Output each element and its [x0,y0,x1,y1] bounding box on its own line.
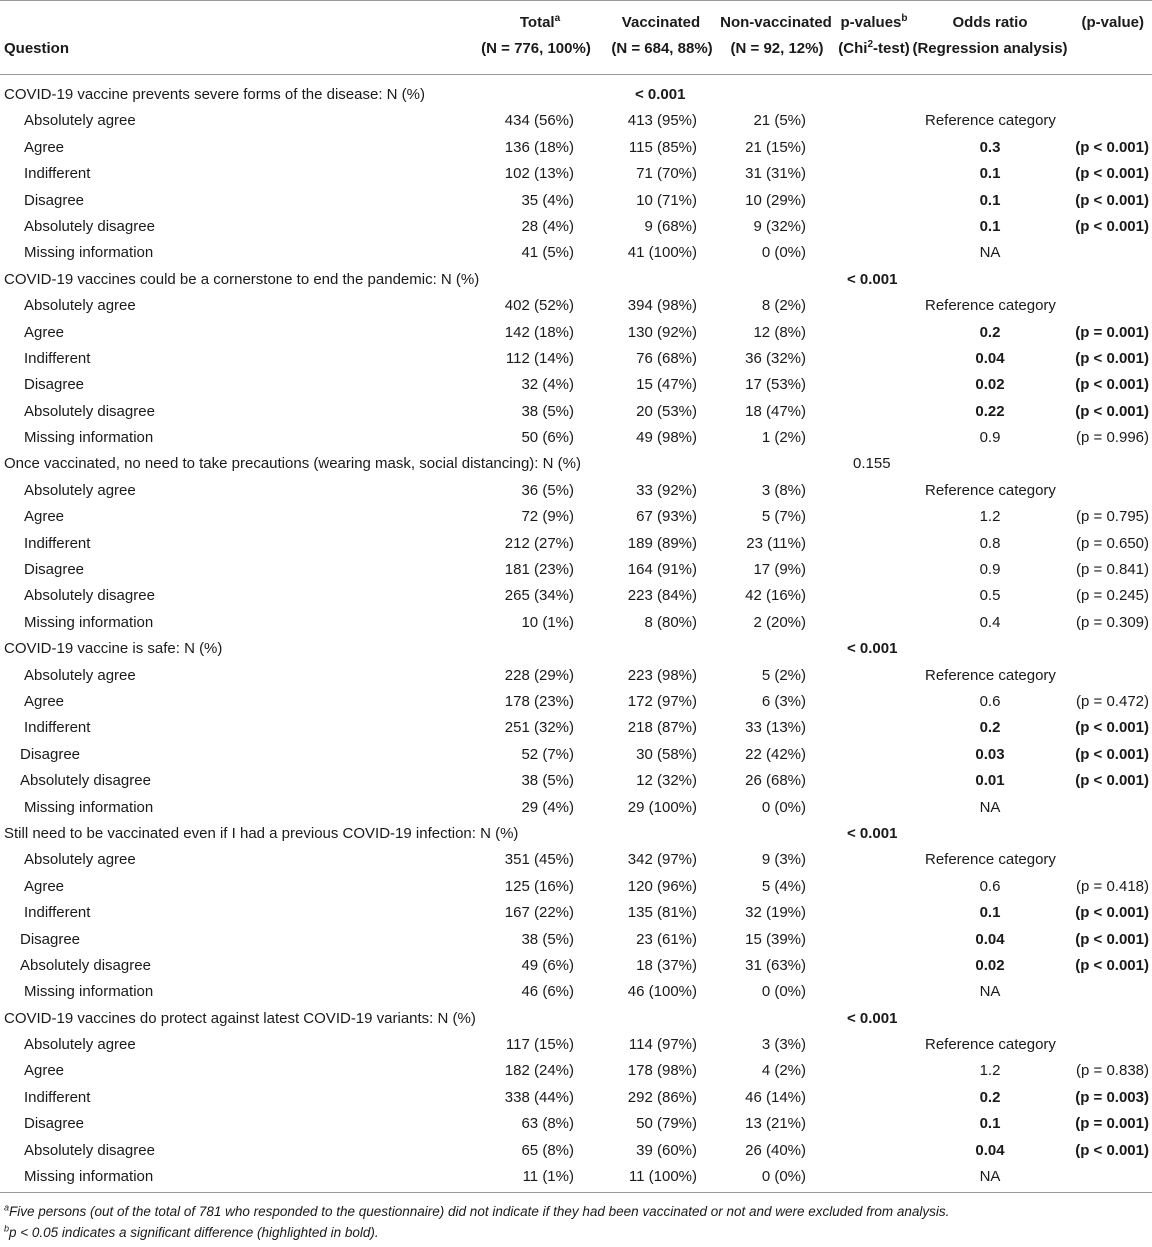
non-vaccinated-cell: 5 (4%) [761,877,806,895]
table-row [0,1111,1152,1137]
vaccinated-cell: 46 (100%) [627,983,697,1001]
total-cell: 72 (9%) [521,508,574,526]
non-vaccinated-cell: 36 (32%) [745,349,806,367]
total-cell: 63 (8%) [521,1115,574,1133]
pvalue-cell: (p < 0.001) [1075,904,1149,922]
row-label: Disagree [24,191,85,209]
non-vaccinated-cell: 9 (32%) [753,217,806,235]
total-cell: 38 (5%) [521,402,574,420]
odds-ratio-cell: 0.4 [979,613,1001,631]
header-odds-ratio: Odds ratio [952,14,1028,31]
vaccinated-cell: 9 (68%) [644,217,697,235]
non-vaccinated-cell: 1 (2%) [761,429,806,447]
table-row [0,1032,1152,1058]
table-row [0,1085,1152,1111]
pvalue-cell: (p = 0.001) [1075,1115,1149,1133]
odds-ratio-cell: NA [979,244,1001,262]
vaccinated-cell: 30 (58%) [636,745,697,763]
row-label: Disagree [24,1115,85,1133]
non-vaccinated-cell: 5 (2%) [761,666,806,684]
row-label: Disagree [24,376,85,394]
odds-ratio-cell: 0.02 [975,376,1005,394]
row-label: Disagree [20,745,81,763]
vaccinated-cell: 394 (98%) [627,297,697,315]
non-vaccinated-cell: 12 (8%) [753,323,806,341]
table-row [0,874,1152,900]
total-cell: 112 (14%) [505,349,574,367]
odds-ratio-cell: Reference category [925,666,1056,684]
odds-ratio-cell: 0.04 [975,930,1005,948]
row-label: Indifferent [24,719,91,737]
table-row [0,188,1152,214]
chi-pvalue: < 0.001 [847,824,898,842]
total-cell: 65 (8%) [521,1141,574,1159]
vaccinated-cell: 39 (60%) [636,1141,697,1159]
question-text: COVID-19 vaccines do protect against latest COVID-19 variants: N (%) [4,1009,476,1027]
pvalue-cell: (p < 0.001) [1075,138,1149,156]
question-row [0,821,1152,847]
table-row [0,742,1152,768]
table-row [0,900,1152,926]
odds-ratio-cell: 0.1 [979,217,1001,235]
row-label: Absolutely disagree [24,217,155,235]
vaccinated-cell: 130 (92%) [627,323,697,341]
question-row [0,451,1152,477]
non-vaccinated-cell: 5 (7%) [761,508,806,526]
vaccinated-cell: 18 (37%) [636,956,697,974]
total-cell: 351 (45%) [504,851,574,869]
row-label: Missing information [24,798,154,816]
row-label: Absolutely disagree [24,402,155,420]
total-cell: 28 (4%) [521,217,574,235]
pvalue-cell: (p < 0.001) [1075,402,1149,420]
total-cell: 136 (18%) [504,138,574,156]
odds-ratio-cell: Reference category [925,112,1056,130]
table-row [0,531,1152,557]
odds-ratio-cell: 0.03 [975,745,1005,763]
pvalue-cell: (p = 0.001) [1075,323,1149,341]
vaccinated-cell: 20 (53%) [636,402,697,420]
table-row [0,214,1152,240]
total-cell: 142 (18%) [504,323,574,341]
odds-ratio-cell: 0.3 [979,138,1001,156]
vaccinated-cell: 164 (91%) [627,561,697,579]
non-vaccinated-cell: 31 (31%) [745,165,806,183]
row-label: Agree [24,323,65,341]
total-cell: 212 (27%) [504,534,574,552]
table-row [0,795,1152,821]
header-total: Total$^a$ [519,13,561,31]
pvalue-cell: (p = 0.795) [1076,508,1149,526]
vaccinated-cell: 12 (32%) [636,772,697,790]
row-label: Indifferent [24,534,91,552]
table-row [0,135,1152,161]
table-row [0,1138,1152,1164]
table-row [0,425,1152,451]
header-question: Question [4,40,70,57]
pvalue-cell: (p < 0.001) [1075,956,1149,974]
total-cell: 181 (23%) [504,561,574,579]
pvalue-cell: (p < 0.001) [1075,165,1149,183]
odds-ratio-cell: 0.2 [979,719,1001,737]
vaccinated-cell: 120 (96%) [627,877,697,895]
question-row [0,636,1152,662]
vaccinated-cell: 189 (89%) [627,534,697,552]
total-cell: 41 (5%) [521,244,574,262]
odds-ratio-cell: NA [979,798,1001,816]
vaccinated-cell: 33 (92%) [636,481,697,499]
footnote-b: $^b$p < 0.05 indicates a significant difference (highlighted in bold). [4,1223,379,1241]
vaccinated-cell: 50 (79%) [636,1115,697,1133]
odds-ratio-cell: 0.2 [979,323,1001,341]
non-vaccinated-cell: 26 (68%) [745,772,806,790]
table-row [0,689,1152,715]
vaccinated-cell: 223 (98%) [627,666,697,684]
non-vaccinated-cell: 8 (2%) [761,297,806,315]
table-row [0,557,1152,583]
pvalue-cell: (p = 0.996) [1076,429,1149,447]
table-row [0,372,1152,398]
odds-ratio-cell: Reference category [925,1036,1056,1054]
non-vaccinated-cell: 21 (5%) [753,112,806,130]
pvalue-cell: (p = 0.309) [1076,613,1149,631]
question-text: Still need to be vaccinated even if I had a previous COVID-19 infection: N (%) [4,824,519,842]
non-vaccinated-cell: 18 (47%) [745,402,806,420]
row-label: Agree [24,692,65,710]
chi-pvalue: 0.155 [853,455,891,473]
pvalue-cell: (p < 0.001) [1075,719,1149,737]
row-label: Absolutely disagree [24,1141,155,1159]
header-total-n: (N = 776, 100%) [481,40,591,57]
table-row [0,847,1152,873]
total-cell: 178 (23%) [504,692,574,710]
pvalue-cell: (p = 0.838) [1076,1062,1149,1080]
total-cell: 182 (24%) [504,1062,574,1080]
row-label: Agree [24,877,65,895]
question-row [0,82,1152,108]
pvalue-cell: (p < 0.001) [1075,772,1149,790]
non-vaccinated-cell: 0 (0%) [761,1168,806,1186]
odds-ratio-cell: 1.2 [979,508,1001,526]
question-text: COVID-19 vaccine prevents severe forms of the disease: N (%) [4,86,425,103]
vaccinated-cell: 178 (98%) [627,1062,697,1080]
vaccinated-cell: 49 (98%) [636,429,697,447]
non-vaccinated-cell: 17 (9%) [753,561,806,579]
pvalue-cell: (p < 0.001) [1075,1141,1149,1159]
row-label: Absolutely disagree [20,772,151,790]
table-row [0,1164,1152,1190]
vaccinated-cell: 218 (87%) [627,719,697,737]
footnotes [0,1193,1152,1243]
non-vaccinated-cell: 3 (3%) [761,1036,806,1054]
pvalue-cell: (p = 0.650) [1076,534,1149,552]
odds-ratio-cell: 0.04 [975,1141,1005,1159]
table-row [0,610,1152,636]
odds-ratio-cell: 0.22 [975,402,1005,420]
row-label: Agree [24,508,65,526]
row-label: Absolutely agree [24,481,136,499]
footnote-a: $^a$Five persons (out of the total of 781 who responded to the questionnaire) did not indicate if they had been vaccinated or not and were excluded from analysis. [4,1202,950,1220]
row-label: Indifferent [24,349,91,367]
table-row [0,399,1152,425]
vaccinated-cell: 223 (84%) [627,587,697,605]
odds-ratio-cell: 1.2 [979,1062,1001,1080]
row-label: Absolutely disagree [24,587,155,605]
table-row [0,583,1152,609]
table-row [0,953,1152,979]
question-text: COVID-19 vaccine is safe: N (%) [4,640,223,658]
total-cell: 11 (1%) [522,1168,574,1186]
vaccinated-cell: 76 (68%) [636,349,697,367]
non-vaccinated-cell: 6 (3%) [761,692,806,710]
total-cell: 32 (4%) [521,376,574,394]
total-cell: 35 (4%) [521,191,574,209]
pvalue-cell: (p < 0.001) [1075,217,1149,235]
total-cell: 117 (15%) [505,1036,574,1054]
odds-ratio-cell: 0.1 [979,191,1001,209]
odds-ratio-cell: 0.5 [979,587,1001,605]
row-label: Absolutely agree [24,666,136,684]
odds-ratio-cell: 0.1 [979,165,1001,183]
row-label: Absolutely disagree [20,956,151,974]
non-vaccinated-cell: 33 (13%) [745,719,806,737]
table-row [0,161,1152,187]
total-cell: 251 (32%) [504,719,574,737]
non-vaccinated-cell: 0 (0%) [761,244,806,262]
table-row [0,927,1152,953]
non-vaccinated-cell: 13 (21%) [745,1115,806,1133]
table-row [0,979,1152,1005]
pvalue-cell: (p < 0.001) [1075,745,1149,763]
chi-pvalue: < 0.001 [847,270,898,288]
row-label: Indifferent [24,1088,91,1106]
non-vaccinated-cell: 4 (2%) [761,1062,806,1080]
odds-ratio-cell: Reference category [925,481,1056,499]
total-cell: 46 (6%) [521,983,574,1001]
total-cell: 10 (1%) [521,613,574,631]
vaccinated-cell: 172 (97%) [627,692,697,710]
row-label: Absolutely agree [24,1036,136,1054]
non-vaccinated-cell: 46 (14%) [745,1088,806,1106]
question-row [0,1006,1152,1032]
vaccinated-cell: 8 (80%) [644,613,697,631]
header-pvalues: p-values$^b$ [840,13,908,31]
pvalue-cell: (p < 0.001) [1075,376,1149,394]
non-vaccinated-cell: 3 (8%) [761,481,806,499]
question-row [0,267,1152,293]
row-label: Agree [24,1062,65,1080]
question-text: COVID-19 vaccines could be a cornerstone to end the pandemic: N (%) [4,270,480,288]
total-cell: 338 (44%) [504,1088,574,1106]
table-row [0,1058,1152,1084]
row-label: Absolutely agree [24,297,136,315]
row-label: Agree [24,138,65,156]
non-vaccinated-cell: 0 (0%) [761,983,806,1001]
pvalue-cell: (p = 0.418) [1076,877,1149,895]
vaccinated-cell: 413 (95%) [627,112,697,130]
total-cell: 125 (16%) [504,877,574,895]
total-cell: 102 (13%) [504,165,574,183]
total-cell: 49 (6%) [521,956,574,974]
header-vaccinated-n: (N = 684, 88%) [611,40,713,57]
non-vaccinated-cell: 32 (19%) [745,904,806,922]
table-header [0,0,1152,75]
vaccinated-cell: 10 (71%) [636,191,697,209]
pvalue-cell: (p = 0.245) [1076,587,1149,605]
non-vaccinated-cell: 22 (42%) [745,745,806,763]
total-cell: 265 (34%) [504,587,574,605]
vaccinated-cell: 15 (47%) [636,376,697,394]
total-cell: 228 (29%) [504,666,574,684]
pvalue-cell: (p < 0.001) [1075,349,1149,367]
non-vaccinated-cell: 31 (63%) [745,956,806,974]
odds-ratio-cell: 0.8 [979,534,1001,552]
row-label: Missing information [24,429,154,447]
vaccinated-cell: 41 (100%) [627,244,697,262]
table-row [0,293,1152,319]
non-vaccinated-cell: 17 (53%) [745,376,806,394]
row-label: Indifferent [24,904,91,922]
odds-ratio-cell: 0.9 [979,429,1001,447]
non-vaccinated-cell: 10 (29%) [745,191,806,209]
row-label: Absolutely agree [24,851,136,869]
odds-ratio-cell: 0.9 [979,561,1001,579]
odds-ratio-cell: 0.2 [979,1088,1001,1106]
vaccinated-cell: 342 (97%) [627,851,697,869]
pvalue-cell: (p = 0.003) [1075,1088,1149,1106]
non-vaccinated-cell: 15 (39%) [745,930,806,948]
chi-pvalue: < 0.001 [847,1009,898,1027]
odds-ratio-cell: 0.04 [975,349,1005,367]
odds-ratio-cell: Reference category [925,297,1056,315]
odds-ratio-cell: NA [979,983,1001,1001]
odds-ratio-cell: 0.6 [979,877,1001,895]
header-pvalue-col: (p-value) [1081,14,1144,31]
row-label: Missing information [24,1168,154,1186]
total-cell: 38 (5%) [521,930,574,948]
vaccinated-cell: 115 (85%) [628,138,697,156]
odds-ratio-cell: Reference category [925,851,1056,869]
vaccinated-cell: 135 (81%) [627,904,697,922]
non-vaccinated-cell: 9 (3%) [761,851,806,869]
non-vaccinated-cell: 2 (20%) [753,613,806,631]
row-label: Disagree [20,930,81,948]
total-cell: 50 (6%) [521,429,574,447]
vaccinated-cell: 114 (97%) [628,1036,697,1054]
pvalue-cell: (p < 0.001) [1075,191,1149,209]
header-non-vaccinated-n: (N = 92, 12%) [730,40,824,57]
vaccinated-cell: 71 (70%) [636,165,697,183]
table-row [0,108,1152,134]
row-label: Indifferent [24,165,91,183]
table-row [0,504,1152,530]
header-vaccinated: Vaccinated [621,14,701,31]
total-cell: 52 (7%) [521,745,574,763]
total-cell: 434 (56%) [504,112,574,130]
table-row [0,663,1152,689]
row-label: Absolutely agree [24,112,136,130]
non-vaccinated-cell: 42 (16%) [745,587,806,605]
odds-ratio-cell: 0.01 [975,772,1005,790]
odds-ratio-cell: NA [979,1168,1001,1186]
non-vaccinated-cell: 23 (11%) [746,534,806,552]
vaccinated-cell: 29 (100%) [627,798,697,816]
total-cell: 38 (5%) [521,772,574,790]
vaccinated-cell: 292 (86%) [627,1088,697,1106]
vaccinated-cell: 67 (93%) [636,508,697,526]
odds-ratio-cell: 0.02 [975,956,1005,974]
pvalue-cell: (p < 0.001) [1075,930,1149,948]
non-vaccinated-cell: 26 (40%) [745,1141,806,1159]
header-non-vaccinated: Non-vaccinated [720,14,832,31]
chi-pvalue: < 0.001 [635,86,686,103]
table-row [0,768,1152,794]
total-cell: 29 (4%) [521,798,574,816]
total-cell: 167 (22%) [504,904,574,922]
table-row [0,478,1152,504]
non-vaccinated-cell: 21 (15%) [745,138,806,156]
pvalue-cell: (p = 0.841) [1076,561,1149,579]
table-row [0,346,1152,372]
chi-pvalue: < 0.001 [847,640,898,658]
total-cell: 402 (52%) [504,297,574,315]
row-label: Missing information [24,983,154,1001]
odds-ratio-cell: 0.1 [979,904,1001,922]
table-body [0,75,1152,1193]
non-vaccinated-cell: 0 (0%) [761,798,806,816]
header-chi-test: (Chi$^2$-test) [838,39,910,57]
vaccinated-cell: 23 (61%) [636,930,697,948]
row-label: Missing information [24,613,154,631]
table-row [0,240,1152,266]
row-label: Missing information [24,244,154,262]
table-row [0,320,1152,346]
pvalue-cell: (p = 0.472) [1076,692,1149,710]
total-cell: 36 (5%) [521,481,574,499]
odds-ratio-cell: 0.6 [979,692,1001,710]
row-label: Disagree [24,561,85,579]
table-row [0,715,1152,741]
question-text: Once vaccinated, no need to take precautions (wearing mask, social distancing): N (%) [4,455,581,473]
vaccinated-cell: 11 (100%) [628,1168,697,1186]
odds-ratio-cell: 0.1 [979,1115,1001,1133]
header-regression: (Regression analysis) [912,40,1068,57]
